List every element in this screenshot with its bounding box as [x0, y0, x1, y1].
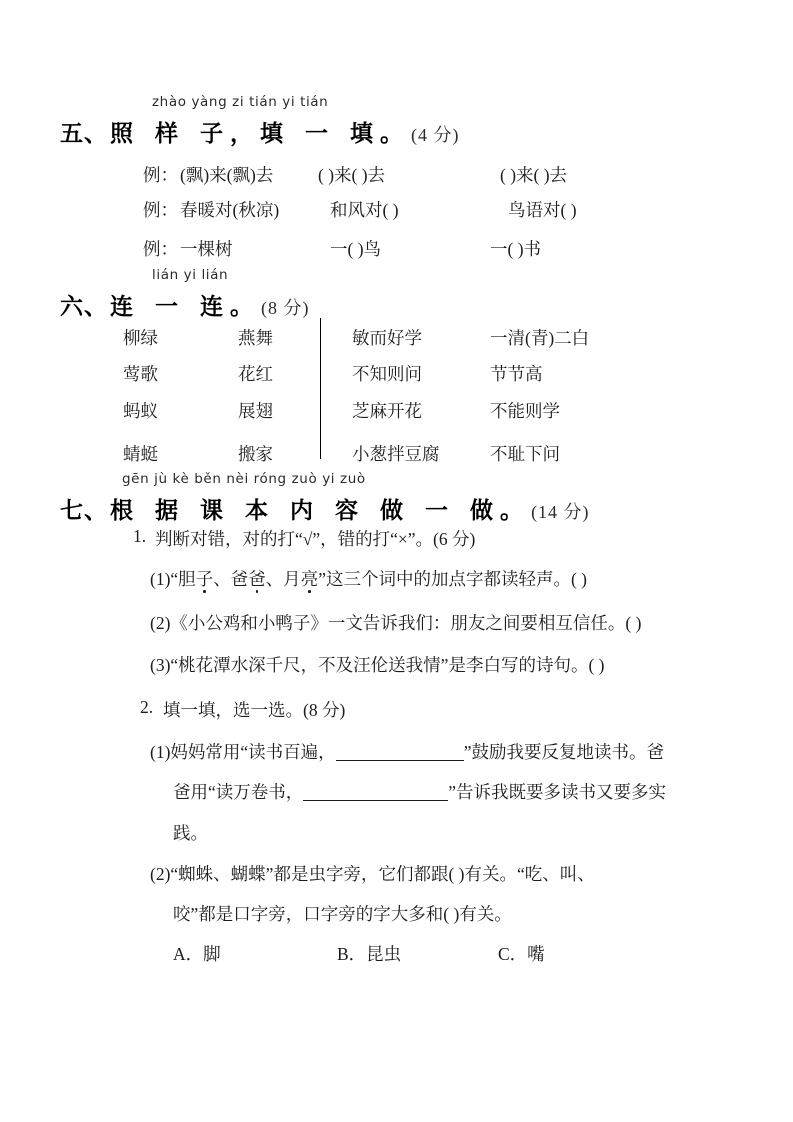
section-five-score: (4 分)	[411, 125, 460, 145]
match-c2-r4[interactable]: 搬家	[238, 444, 273, 464]
match-c2-r3[interactable]: 展翅	[238, 401, 273, 421]
match-c3-r4[interactable]: 小葱拌豆腐	[352, 444, 440, 464]
task1-item-1-text: (1)“胆	[150, 569, 196, 589]
match-c2-r1[interactable]: 燕舞	[238, 328, 273, 348]
task2-item1-line2-suffix: ”告诉我既要多读书又要多实	[448, 782, 667, 802]
match-c1-r4[interactable]: 蜻蜓	[123, 444, 158, 464]
task2-number: 2.	[140, 697, 154, 717]
section-six-title: 连 一 连。	[110, 294, 261, 320]
section-six-score: (8 分)	[261, 298, 310, 318]
task2-item1-line2[interactable]	[173, 779, 666, 804]
section-seven-score: (14 分)	[531, 502, 590, 522]
match-c3-r2[interactable]: 不知则问	[352, 364, 422, 384]
match-c1-r2[interactable]: 莺歌	[123, 364, 158, 384]
section-five-row1-item2[interactable]: ( )来( )去	[500, 165, 568, 185]
task1-item-1[interactable]: (1)“胆子、爸爸、月亮”这三个词中的加点字都读轻声。( )	[150, 569, 587, 589]
section-five-row2-item1[interactable]: 和风对( )	[330, 200, 399, 220]
section-five-pinyin: zhào yàng zi tián yi tián	[152, 94, 329, 110]
section-seven-title: 根 据 课 本 内 容 做 一 做。	[110, 498, 531, 524]
task1-prompt: 判断对错，对的打“√”，错的打“×”。(6 分)	[155, 529, 476, 549]
option-c[interactable]: C．嘴	[498, 944, 545, 964]
task2-item1-line2-prefix: 爸用“读万卷书，	[173, 782, 304, 802]
section-five-row3-item2[interactable]: 一( )书	[490, 239, 542, 259]
match-c4-r3[interactable]: 不能则学	[490, 401, 560, 421]
section-five	[60, 94, 460, 148]
section-six-heading	[60, 288, 310, 321]
answer-blank-1[interactable]	[336, 760, 464, 761]
task1-item-2[interactable]: (2)《小公鸡和小鸭子》一文告诉我们：朋友之间要相互信任。( )	[150, 613, 642, 633]
matching-column-divider	[320, 318, 321, 459]
answer-blank-2[interactable]	[303, 800, 448, 801]
match-c1-r3[interactable]: 蚂蚁	[123, 401, 158, 421]
emphasis-char-liang: 亮	[300, 569, 319, 589]
task2-item2-line2[interactable]: 咬”都是口字旁，口字旁的字大多和( )有关。	[173, 904, 512, 924]
match-c3-r1[interactable]: 敏而好学	[352, 328, 422, 348]
match-c1-r1[interactable]: 柳绿	[123, 328, 158, 348]
section-seven-number: 七、	[60, 498, 108, 524]
section-seven	[60, 471, 590, 525]
section-five-row2-example: 春暖对(秋凉)	[180, 200, 280, 220]
section-five-row3-label: 例：	[143, 239, 178, 259]
section-five-number: 五、	[60, 121, 108, 147]
section-five-row2-item2[interactable]: 鸟语对( )	[508, 200, 577, 220]
match-c2-r2[interactable]: 花红	[238, 364, 273, 384]
task1-item-3[interactable]: (3)“桃花潭水深千尺，不及汪伦送我情”是李白写的诗句。( )	[150, 655, 605, 675]
task2-item1-line3: 践。	[173, 823, 208, 843]
task2-item2-line1[interactable]: (2)“蜘蛛、蝴蝶”都是虫字旁，它们都跟( )有关。“吃、叫、	[150, 864, 595, 884]
section-five-row2-label: 例：	[143, 200, 178, 220]
section-five-heading	[60, 115, 460, 148]
section-seven-heading	[60, 492, 590, 525]
section-seven-pinyin: gēn jù kè běn nèi róng zuò yi zuò	[122, 471, 366, 487]
match-c4-r1[interactable]: 一清(青)二白	[490, 328, 590, 348]
match-c3-r3[interactable]: 芝麻开花	[352, 401, 422, 421]
section-five-row1-label: 例：	[143, 165, 178, 185]
section-six	[60, 267, 310, 321]
emphasis-char-zi: 子	[195, 569, 214, 589]
section-five-row3-item1[interactable]: 一( )鸟	[330, 239, 382, 259]
section-five-row1-item1[interactable]: ( )来( )去	[318, 165, 386, 185]
match-c4-r4[interactable]: 不耻下问	[490, 444, 560, 464]
option-a[interactable]: A．脚	[173, 944, 221, 964]
section-six-pinyin: lián yi lián	[152, 267, 229, 283]
task2-prompt: 填一填，选一选。(8 分)	[163, 700, 346, 720]
emphasis-char-ba: 爸	[248, 569, 266, 589]
section-six-number: 六、	[60, 294, 108, 320]
task2-item1-line1[interactable]	[150, 739, 664, 764]
task2-item1-line1-prefix: (1)妈妈常用“读书百遍，	[150, 742, 336, 762]
section-five-row1-example: (飘)来(飘)去	[180, 165, 274, 185]
match-c4-r2[interactable]: 节节高	[490, 364, 543, 384]
section-five-title: 照 样 子，填 一 填。	[110, 121, 411, 147]
task2-item1-line1-suffix: ”鼓励我要反复地读书。爸	[463, 742, 664, 762]
task1-number: 1.	[133, 526, 147, 546]
option-b[interactable]: B．昆虫	[337, 944, 402, 964]
section-five-row3-example: 一棵树	[180, 239, 233, 259]
